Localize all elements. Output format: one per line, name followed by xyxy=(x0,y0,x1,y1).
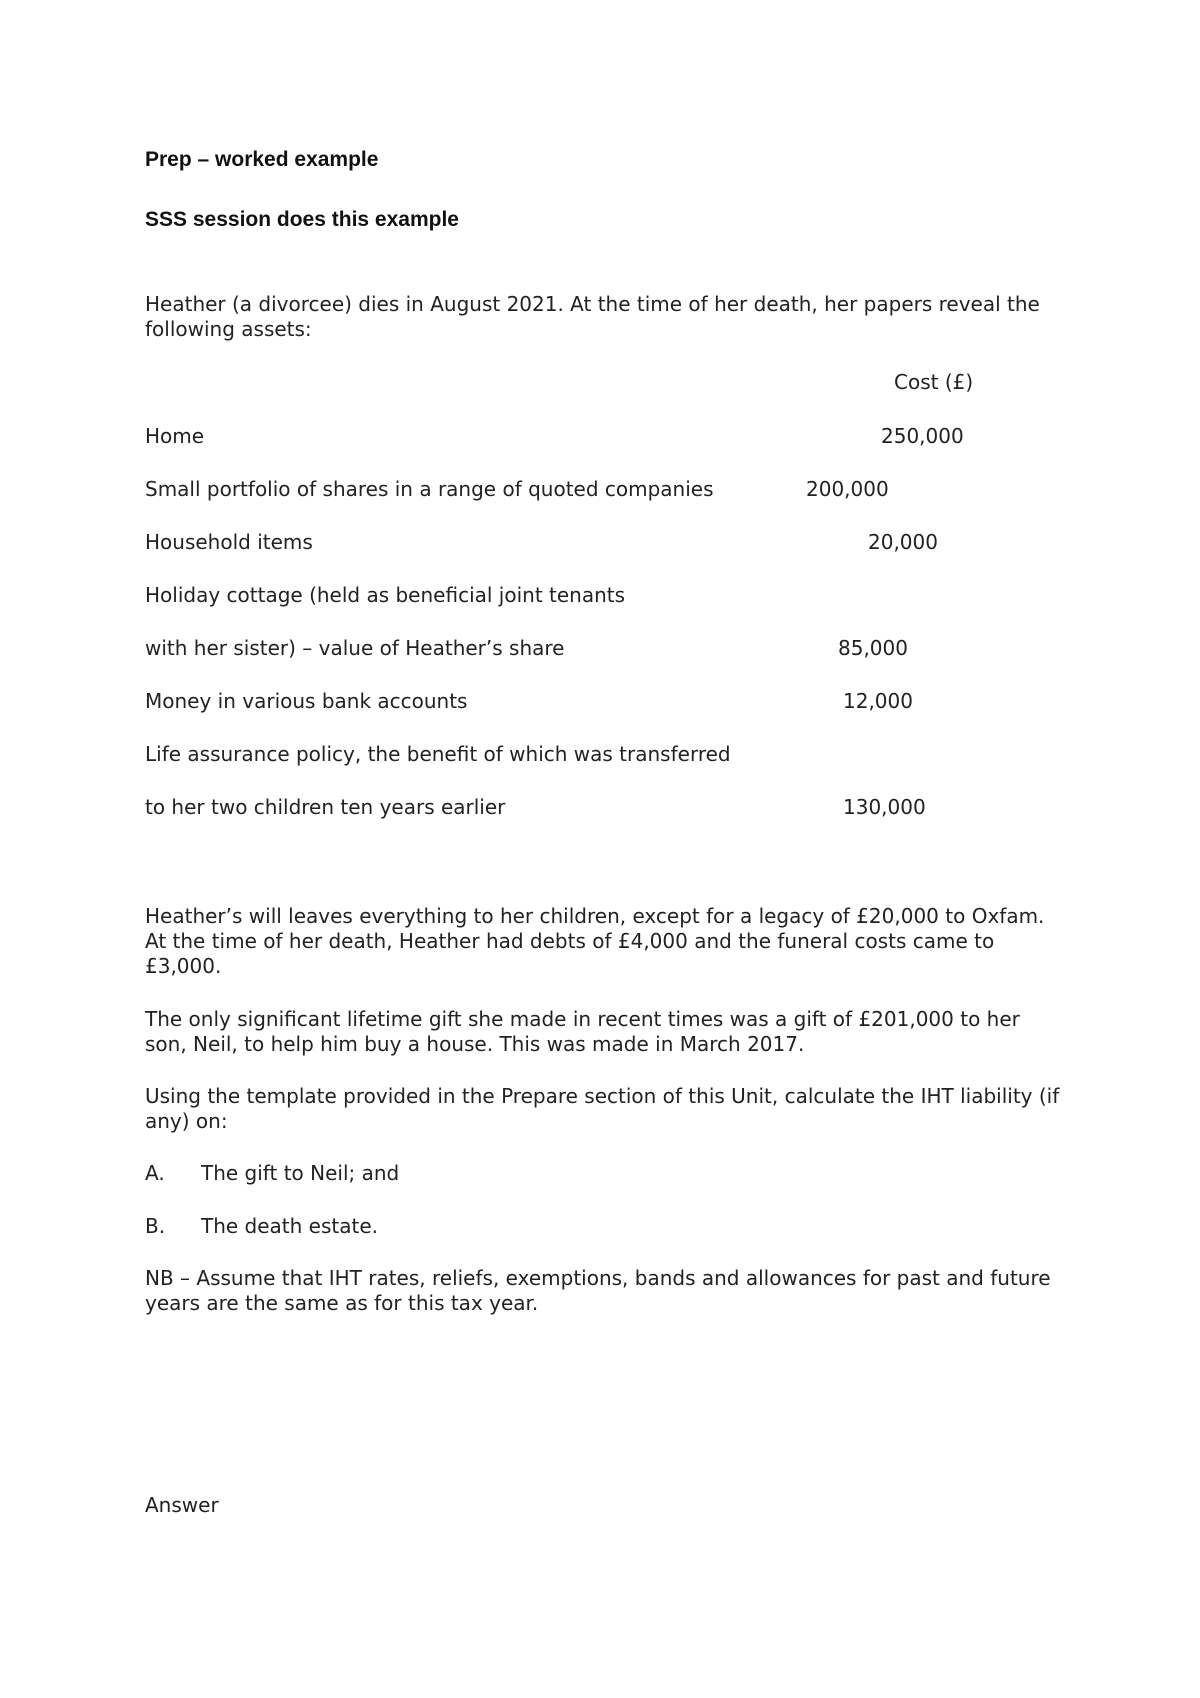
task-text: The gift to Neil; and xyxy=(201,1161,400,1185)
asset-label: Small portfolio of shares in a range of quoted companies xyxy=(145,477,714,501)
intro-paragraph: Heather (a divorcee) dies in August 2021. At the time of her death, her papers reveal the following assets: xyxy=(145,292,1040,341)
asset-label: with her sister) – value of Heather’s share xyxy=(145,636,565,660)
task-letter: A. xyxy=(145,1161,165,1185)
answer-label: Answer xyxy=(145,1493,219,1517)
cost-column-header: Cost (£) xyxy=(894,370,974,394)
page-subtitle: SSS session does this example xyxy=(145,208,459,231)
asset-amount: 12,000 xyxy=(843,689,913,713)
asset-label: Household items xyxy=(145,530,313,554)
instruction-paragraph: Using the template provided in the Prepare section of this Unit, calculate the IHT liability (if any) on: xyxy=(145,1084,1060,1133)
gift-paragraph: The only significant lifetime gift she made in recent times was a gift of £201,000 to her son, Neil, to help him buy a house. This was made in March 2017. xyxy=(145,1007,1020,1056)
asset-amount: 250,000 xyxy=(881,424,964,448)
asset-label: Holiday cottage (held as beneficial joint tenants xyxy=(145,583,626,607)
task-text: The death estate. xyxy=(201,1214,379,1238)
will-paragraph: Heather’s will leaves everything to her children, except for a legacy of £20,000 to Oxfam. At the time of her death, Heather had debts of £4,000 and the funeral costs came to £3,000. xyxy=(145,904,1045,978)
asset-amount: 20,000 xyxy=(868,530,938,554)
asset-amount: 130,000 xyxy=(843,795,926,819)
nb-paragraph: NB – Assume that IHT rates, reliefs, exemptions, bands and allowances for past and future years are the same as for this tax year. xyxy=(145,1266,1051,1315)
asset-label: Life assurance policy, the benefit of which was transferred xyxy=(145,742,731,766)
page-title: Prep – worked example xyxy=(145,148,379,171)
asset-amount: 85,000 xyxy=(838,636,908,660)
task-letter: B. xyxy=(145,1214,166,1238)
asset-label: to her two children ten years earlier xyxy=(145,795,506,819)
asset-label: Money in various bank accounts xyxy=(145,689,468,713)
asset-label: Home xyxy=(145,424,205,448)
asset-amount: 200,000 xyxy=(806,477,889,501)
